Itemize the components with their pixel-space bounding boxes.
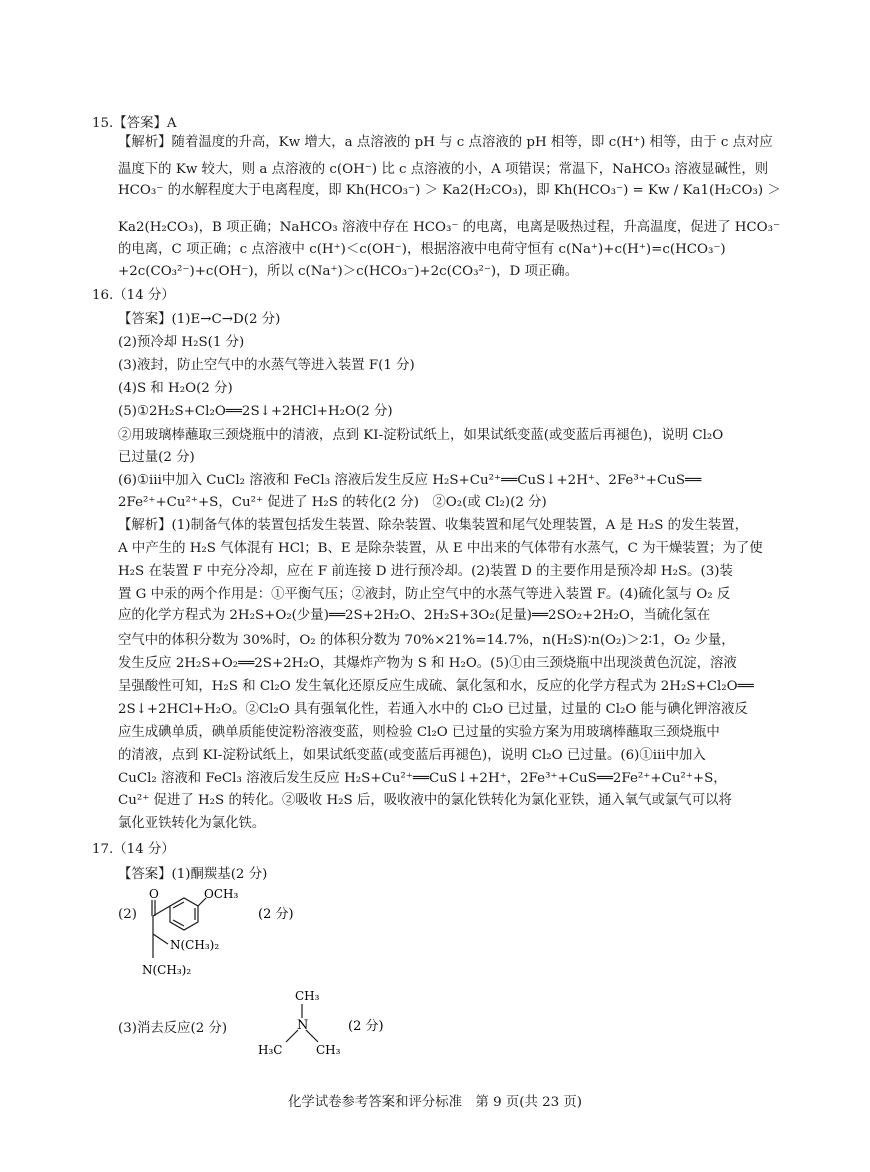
text-line: 氯化亚铁转化为氯化铁。 (118, 816, 266, 831)
text-line: ②用玻璃棒蘸取三颈烧瓶中的清液，点到 KI-淀粉试纸上，如果试纸变蓝(或变蓝后再褪色)，说明 Cl₂O (118, 428, 724, 443)
text-line: Ka2(H₂CO₃)，B 项正确；NaHCO₃ 溶液中存在 HCO₃⁻ 的电离，电离是吸热过程，升高温度，促进了 HCO₃⁻ (118, 220, 781, 235)
nme2-label-upper: N(CH₃)₂ (170, 938, 220, 952)
text-line: (4)S 和 H₂O(2 分) (118, 381, 233, 396)
ch3-top-label: CH₃ (295, 989, 320, 1003)
text-line: HCO₃⁻ 的水解程度大于电离程度，即 Kh(HCO₃⁻) ＞ Ka2(H₂CO₃)，即 Kh(HCO₃⁻) = Kw / Ka1(H₂CO₃) ＞ (118, 183, 781, 198)
q17-part2-score: (2 分) (258, 907, 294, 922)
text-line: (2)预冷却 H₂S(1 分) (118, 335, 245, 350)
text-line: 呈强酸性可知，H₂S 和 Cl₂O 发生氧化还原反应生成硫、氯化氢和水，反应的化学方程式为 2H₂S+Cl₂O══ (118, 679, 754, 694)
ch3-right-label: CH₃ (316, 1043, 341, 1057)
text-line: 的电离，C 项正确；c 点溶液中 c(H⁺)＜c(OH⁻)，根据溶液中电荷守恒有 c(Na⁺)+c(H⁺)=c(HCO₃⁻) (118, 242, 726, 257)
oxygen-atom-label: O (149, 887, 159, 901)
och3-label: OCH₃ (204, 887, 239, 901)
q17-part2-label: (2) (118, 907, 137, 922)
text-line: 16.（14 分） (92, 288, 175, 303)
text-line: 17.（14 分） (92, 842, 175, 857)
text-line: 发生反应 2H₂S+O₂══2S+2H₂O，其爆炸产物为 S 和 H₂O。(5)①由三颈烧瓶中出现淡黄色沉淀，溶液 (118, 656, 737, 671)
text-line: 2Fe²⁺+Cu²⁺+S，Cu²⁺ 促进了 H₂S 的转化(2 分) ②O₂(或 Cl₂)(2 分) (118, 495, 547, 510)
page-footer: 化学试卷参考答案和评分标准 第 9 页(共 23 页) (287, 1095, 583, 1110)
text-line: CuCl₂ 溶液和 FeCl₃ 溶液后发生反应 H₂S+Cu²⁺══CuS↓+2H⁺，2Fe³⁺+CuS══2Fe²⁺+Cu²⁺+S， (118, 771, 727, 786)
text-line: Cu²⁺ 促进了 H₂S 的转化。②吸收 H₂S 后，吸收液中的氯化铁转化为氯化亚铁，通入氧气或氯气可以将 (118, 793, 732, 808)
text-line: 置 G 中汞的两个作用是：①平衡气压；②液封，防止空气中的水蒸气等进入装置 F。(4)硫化氢与 O₂ 反 (118, 587, 731, 602)
q17-part3-label: (3)消去反应(2 分) (118, 1021, 228, 1036)
text-line: A 中产生的 H₂S 气体混有 HCl；B、E 是除杂装置，从 E 中出来的气体带有水蒸气，C 为干燥装置；为了使 (118, 541, 763, 556)
text-line: 15.【答案】A (92, 116, 177, 131)
text-line: 【解析】(1)制备气体的装置包括发生装置、除杂装置、收集装置和尾气处理装置，A 是 H₂S 的发生装置， (118, 518, 749, 533)
q17-part3-score: (2 分) (348, 1019, 384, 1034)
text-line: 空气中的体积分数为 30%时，O₂ 的体积分数为 70%×21%=14.7%，n(H₂S)∶n(O₂)＞2∶1，O₂ 少量， (118, 633, 735, 648)
text-line: +2c(CO₃²⁻)+c(OH⁻)，所以 c(Na⁺)＞c(HCO₃⁻)+2c(CO₃²⁻)，D 项正确。 (118, 264, 579, 279)
text-line: 温度下的 Kw 较大，则 a 点溶液的 c(OH⁻) 比 c 点溶液的小，A 项错误；常温下，NaHCO₃ 溶液显碱性，则 (118, 162, 769, 177)
text-line: 应的化学方程式为 2H₂S+O₂(少量)══2S+2H₂O、2H₂S+3O₂(足量)══2SO₂+2H₂O，当硫化氢在 (118, 608, 711, 623)
text-line: 【答案】(1)E→C→D(2 分) (118, 312, 281, 327)
h3c-label: H₃C (258, 1043, 283, 1057)
q17-part2-structure (140, 878, 340, 988)
text-line: 的清液，点到 KI-淀粉试纸上，如果试纸变蓝(或变蓝后再褪色)，说明 Cl₂O 已过量。(6)①ⅲ中加入 (118, 748, 706, 763)
text-line: 【解析】随着温度的升高，Kw 增大，a 点溶液的 pH 与 c 点溶液的 pH 相等，即 c(H⁺) 相等，由于 c 点对应 (118, 135, 773, 150)
nitrogen-atom-label: N (297, 1018, 309, 1033)
text-line: 【答案】(1)酮羰基(2 分) (118, 867, 268, 882)
text-line: 应生成碘单质，碘单质能使淀粉溶液变蓝，则检验 Cl₂O 已过量的实验方案为用玻璃棒蘸取三颈烧瓶中 (118, 725, 720, 740)
text-line: (6)①ⅲ中加入 CuCl₂ 溶液和 FeCl₃ 溶液后发生反应 H₂S+Cu²⁺══CuS↓+2H⁺、2Fe³⁺+CuS══ (118, 473, 702, 488)
text-line: 已过量(2 分) (118, 450, 195, 465)
text-line: H₂S 在装置 F 中充分冷却，应在 F 前连接 D 进行预冷却。(2)装置 D 的主要作用是预冷却 H₂S。(3)装 (118, 564, 733, 579)
nme2-label-lower: N(CH₃)₂ (142, 963, 192, 977)
text-line: (3)液封，防止空气中的水蒸气等进入装置 F(1 分) (118, 358, 415, 373)
text-line: 2S↓+2HCl+H₂O。②Cl₂O 具有强氧化性，若通入水中的 Cl₂O 已过量，过量的 Cl₂O 能与碘化钾溶液反 (118, 702, 748, 717)
trimethylamine-structure (250, 988, 430, 1068)
text-line: (5)①2H₂S+Cl₂O══2S↓+2HCl+H₂O(2 分) (118, 404, 393, 419)
